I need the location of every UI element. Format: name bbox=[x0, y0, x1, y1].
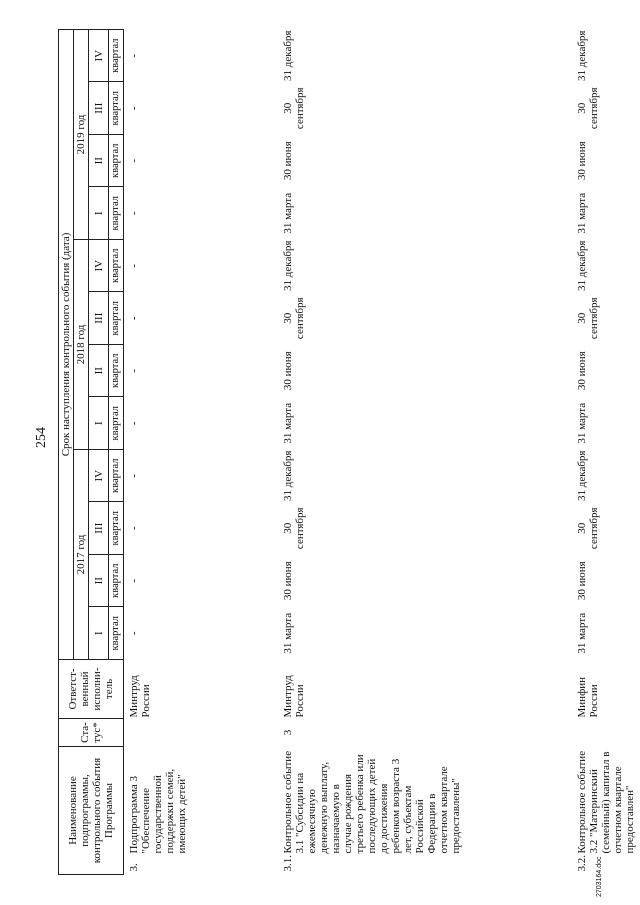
row-name: Подпрограмма 3 "Обеспечение государственной поддержки семей, имеющих детей" bbox=[124, 746, 279, 854]
document-id: 2703164.doc bbox=[596, 856, 603, 897]
date-cell: 30 сентября bbox=[576, 87, 600, 130]
date-cell: - bbox=[124, 82, 279, 135]
date-cell: 30 сентября bbox=[576, 507, 600, 550]
date-cell: 30 сентября bbox=[282, 87, 306, 130]
row-executor: Минфин России bbox=[576, 677, 600, 718]
header-year-2017: 2017 год bbox=[74, 449, 89, 659]
header-year-2019: 2019 год bbox=[74, 29, 89, 239]
date-cell: 31 декабря bbox=[282, 450, 294, 501]
date-cell: - bbox=[124, 397, 279, 450]
date-cell: - bbox=[124, 29, 279, 82]
date-cell: 31 декабря bbox=[576, 450, 588, 501]
date-cell: - bbox=[124, 449, 279, 502]
quarter-number: IV bbox=[89, 239, 109, 292]
date-cell: 30 сентября bbox=[282, 507, 306, 550]
quarter-word: квартал bbox=[109, 397, 124, 450]
date-cell: - bbox=[124, 187, 279, 240]
date-cell: 30 июня bbox=[282, 141, 294, 181]
table-header bbox=[59, 29, 124, 874]
rotated-table-container bbox=[58, 30, 636, 875]
table-row bbox=[124, 29, 279, 874]
quarter-number: I bbox=[89, 397, 109, 450]
date-cell: - bbox=[124, 292, 279, 345]
quarter-word: квартал bbox=[109, 134, 124, 187]
date-cell: 31 марта bbox=[576, 402, 588, 444]
quarter-number: I bbox=[89, 607, 109, 660]
quarter-number: II bbox=[89, 134, 109, 187]
date-cell: 31 декабря bbox=[576, 30, 588, 81]
date-cell: 31 марта bbox=[282, 402, 294, 444]
date-cell: - bbox=[124, 502, 279, 555]
quarter-word: квартал bbox=[109, 29, 124, 82]
date-cell: 30 июня bbox=[282, 561, 294, 601]
date-cell: - bbox=[124, 239, 279, 292]
row-status: 3 bbox=[282, 729, 294, 736]
date-cell: 30 июня bbox=[576, 141, 588, 181]
row-executor: Минтруд России bbox=[282, 675, 306, 718]
date-cell: - bbox=[124, 554, 279, 607]
date-cell: 31 марта bbox=[282, 612, 294, 654]
date-cell: - bbox=[124, 344, 279, 397]
date-cell: 31 декабря bbox=[282, 30, 294, 81]
row-number: 3.2. bbox=[576, 855, 588, 872]
header-executor: Ответст-венный исполни-тель bbox=[59, 659, 124, 718]
date-cell: 31 марта bbox=[576, 612, 588, 654]
date-cell: - bbox=[124, 134, 279, 187]
row-executor: Минтруд России bbox=[124, 659, 279, 718]
page-number: 254 bbox=[34, 427, 49, 448]
quarter-number: III bbox=[89, 82, 109, 135]
header-year-2018: 2018 год bbox=[74, 239, 89, 449]
row-status bbox=[124, 718, 279, 746]
quarter-number: IV bbox=[89, 449, 109, 502]
row-status bbox=[572, 718, 640, 746]
date-cell: 30 сентября bbox=[576, 297, 600, 340]
quarter-word: квартал bbox=[109, 292, 124, 345]
date-cell: 30 июня bbox=[282, 351, 294, 391]
quarter-number: III bbox=[89, 502, 109, 555]
quarter-number: II bbox=[89, 344, 109, 397]
date-cell: 30 июня bbox=[576, 351, 588, 391]
table-row bbox=[572, 29, 640, 874]
date-cell: 31 декабря bbox=[282, 240, 294, 291]
quarter-word: квартал bbox=[109, 554, 124, 607]
header-name: Наименование подпрограммы, контрольного события Программы bbox=[59, 746, 124, 874]
date-cell: - bbox=[124, 607, 279, 660]
quarter-word: квартал bbox=[109, 502, 124, 555]
date-cell: 30 июня bbox=[576, 561, 588, 601]
date-cell: 31 декабря bbox=[576, 240, 588, 291]
control-events-table bbox=[58, 29, 640, 875]
row-name: Контрольное событие 3.1 "Субсидии на ежемесячную денежную выплату, назначаемую в случае рождения третьего ребенка или последующих детей до достижения ребенком возраста 3 лет, субъектам Российской Федерации в отчетном квартале предоставлены" bbox=[282, 750, 462, 854]
table-row bbox=[278, 29, 572, 874]
header-status: Ста-тус* bbox=[59, 718, 124, 746]
table-body bbox=[124, 29, 640, 874]
header-deadline: Срок наступления контрольного события (дата) bbox=[59, 29, 74, 659]
row-number: 3.1. bbox=[282, 855, 294, 872]
row-number: 3. bbox=[124, 855, 279, 875]
date-cell: 31 марта bbox=[576, 192, 588, 234]
quarter-word: квартал bbox=[109, 82, 124, 135]
date-cell: 30 сентября bbox=[282, 297, 306, 340]
quarter-number: IV bbox=[89, 29, 109, 82]
quarter-number: II bbox=[89, 554, 109, 607]
quarter-word: квартал bbox=[109, 449, 124, 502]
quarter-number: III bbox=[89, 292, 109, 345]
quarter-word: квартал bbox=[109, 607, 124, 660]
quarter-word: квартал bbox=[109, 344, 124, 397]
quarter-number: I bbox=[89, 187, 109, 240]
quarter-word: квартал bbox=[109, 239, 124, 292]
quarter-word: квартал bbox=[109, 187, 124, 240]
date-cell: 31 марта bbox=[282, 192, 294, 234]
row-name: Контрольное событие 3.2 "Материнский (семейный) капитал в отчетном квартале предоставлен" bbox=[576, 750, 636, 854]
